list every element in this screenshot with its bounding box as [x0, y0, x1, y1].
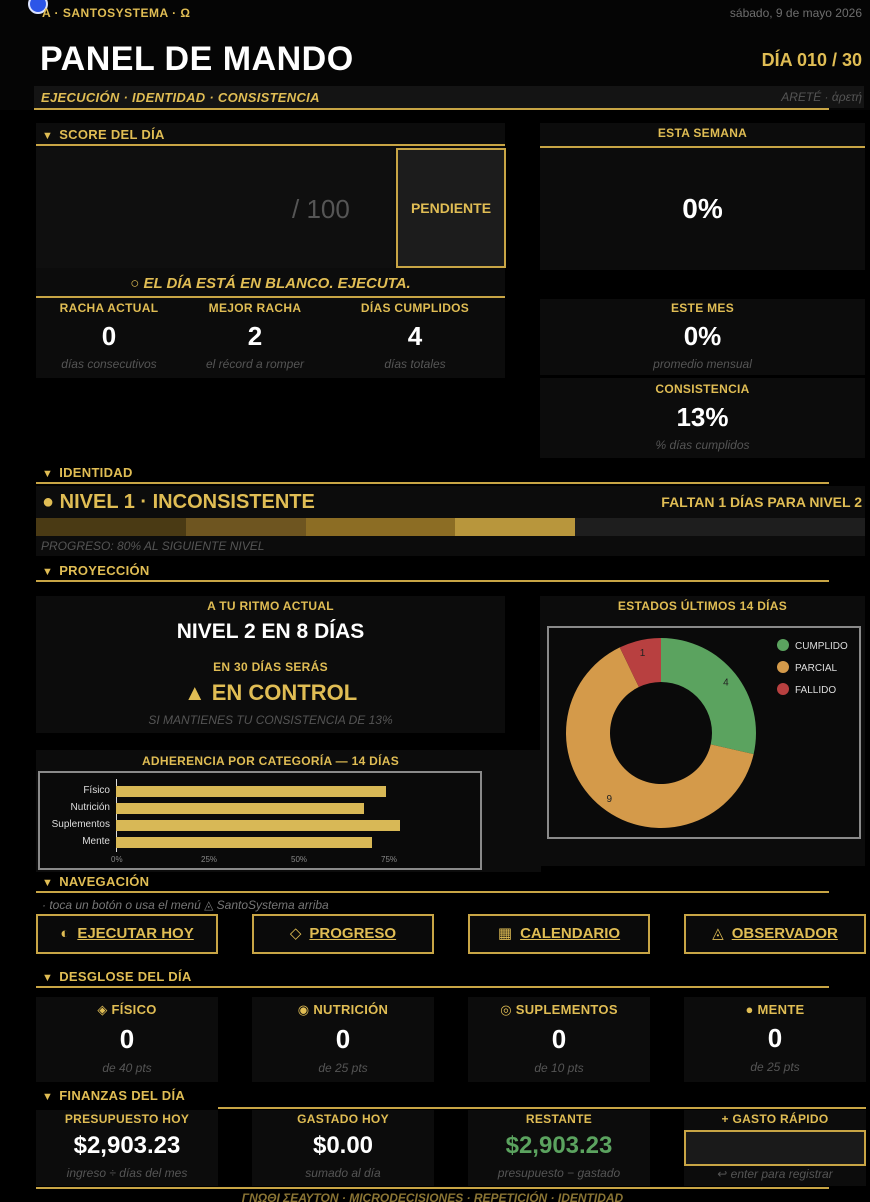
legend-swatch	[777, 683, 789, 695]
page-subtitle: EJECUCIÓN · IDENTIDAD · CONSISTENCIA	[41, 90, 320, 105]
card-value: $0.00	[312, 1132, 374, 1159]
breakdown-card-supplements	[468, 997, 650, 1082]
observer-button[interactable]	[684, 914, 866, 954]
bar-tick-label: 50%	[291, 855, 308, 864]
button-label: EJECUTAR HOY	[77, 925, 194, 942]
brand-menu[interactable]: A · SANTOSYSTEMA · Ω	[42, 6, 191, 20]
states-chart-frame	[547, 626, 861, 839]
stat-label: ESTE MES	[670, 301, 735, 315]
stat-value: 2	[247, 321, 263, 351]
section-divider	[36, 580, 829, 582]
stat-label: CONSISTENCIA	[655, 382, 750, 396]
collapse-triangle-icon: ▼	[42, 1091, 54, 1103]
legend-label: PARCIAL	[795, 663, 838, 674]
stat-sub: días totales	[384, 357, 446, 371]
collapse-triangle-icon: ▼	[42, 566, 54, 578]
card-sub: de 10 pts	[534, 1061, 584, 1075]
mind-icon: ●	[745, 1002, 754, 1017]
diamond-icon: ◇	[289, 925, 302, 942]
adherence-bar	[116, 820, 400, 831]
score-message: ○ EL DÍA ESTÁ EN BLANCO. EJECUTA.	[130, 275, 411, 292]
card-label: PRESUPUESTO HOY	[64, 1112, 190, 1126]
card-value: $2,903.23	[73, 1132, 181, 1159]
current-date: sábado, 9 de mayo 2026	[729, 6, 862, 20]
stat-value: 4	[407, 321, 423, 351]
card-label: + GASTO RÁPIDO	[721, 1112, 829, 1126]
card-sub: sumado al día	[305, 1166, 381, 1180]
collapse-triangle-icon: ▼	[42, 877, 54, 889]
legend-label: FALLIDO	[795, 685, 837, 696]
donut-slice-cumplido	[661, 638, 756, 754]
donut-value-label: 4	[723, 677, 729, 689]
section-finance-header[interactable]	[42, 1088, 185, 1103]
half-circle-icon: ◐	[60, 925, 70, 942]
card-label: NUTRICIÓN	[313, 1002, 389, 1017]
card-label: MENTE	[757, 1002, 805, 1017]
section-title: SCORE DEL DÍA	[59, 127, 165, 142]
stat-label: DÍAS CUMPLIDOS	[360, 301, 470, 315]
score-out-of: / 100	[292, 194, 350, 224]
calendar-icon: ▦	[497, 925, 513, 942]
section-divider	[36, 482, 829, 484]
nutrition-icon: ◉	[297, 1002, 310, 1017]
projection-caption-2: EN 30 DÍAS SERÁS	[213, 660, 328, 674]
button-label: PROGRESO	[309, 925, 397, 942]
stat-value: 0	[101, 321, 117, 351]
footer-motto: ΓΝΩΘΙ ΣΕΑΥΤΟΝ · MICRODECISIONES · REPETICIÓN · IDENTIDAD	[241, 1191, 624, 1202]
week-value: 0%	[682, 193, 723, 224]
page-title: PANEL DE MANDO	[40, 40, 354, 78]
card-value: 0	[551, 1024, 567, 1054]
section-title: IDENTIDAD	[59, 465, 133, 480]
breakdown-card-mind	[684, 997, 866, 1082]
eye-triangle-icon: ◬	[712, 925, 724, 942]
bar-category-label: Físico	[83, 785, 110, 796]
stat-sub: días consecutivos	[61, 357, 157, 371]
breakdown-card-physical	[36, 997, 218, 1082]
score-status-badge: PENDIENTE	[396, 148, 506, 268]
adherence-bar	[116, 803, 364, 814]
states-donut-chart	[549, 628, 859, 837]
section-divider	[36, 986, 829, 988]
calendar-button[interactable]	[468, 914, 650, 954]
projection-caption: A TU RITMO ACTUAL	[207, 599, 334, 613]
header-divider	[34, 108, 829, 110]
stat-sub: % días cumplidos	[655, 438, 750, 452]
stat-sub: promedio mensual	[653, 357, 752, 371]
section-navigation-header[interactable]	[42, 874, 149, 889]
legend-swatch	[777, 661, 789, 673]
donut-value-label: 1	[639, 648, 646, 660]
projection-headline: NIVEL 2 EN 8 DÍAS	[176, 620, 365, 643]
bar-category-label: Suplementos	[51, 819, 110, 830]
adherence-bar	[116, 837, 372, 848]
stat-value: 13%	[676, 402, 729, 432]
physical-icon: ◈	[97, 1002, 108, 1017]
legend-swatch	[777, 639, 789, 651]
section-score-header[interactable]	[42, 127, 165, 142]
projection-note: SI MANTIENES TU CONSISTENCIA DE 13%	[148, 713, 393, 727]
stat-value: 0%	[683, 321, 722, 351]
donut-value-label: 9	[606, 793, 613, 805]
arete-motto: ARETÉ · ἀρετή	[781, 90, 862, 104]
card-label: GASTADO HOY	[297, 1112, 389, 1126]
card-sub: ingreso ÷ días del mes	[66, 1166, 188, 1180]
button-label: CALENDARIO	[520, 925, 621, 942]
bar-category-label: Mente	[82, 836, 110, 847]
identity-remaining: FALTAN 1 DÍAS PARA NIVEL 2	[661, 494, 862, 510]
card-sub: de 40 pts	[102, 1061, 152, 1075]
card-sub: de 25 pts	[318, 1061, 368, 1075]
progress-button[interactable]	[252, 914, 434, 954]
projection-future: ▲ EN CONTROL	[183, 680, 358, 705]
section-title: FINANZAS DEL DÍA	[59, 1088, 186, 1103]
stat-days-completed	[328, 301, 502, 371]
finance-spent-card	[252, 1110, 434, 1186]
month-stat	[540, 301, 865, 371]
section-divider	[36, 891, 829, 893]
stat-sub: el récord a romper	[205, 357, 305, 371]
stat-label: RACHA ACTUAL	[59, 301, 159, 315]
bar-tick-label: 75%	[381, 855, 398, 864]
adherence-bar-chart	[40, 773, 480, 868]
supplements-icon: ◎	[500, 1002, 512, 1017]
quick-expense-input[interactable]	[684, 1130, 866, 1166]
states-chart-title: ESTADOS ÚLTIMOS 14 DÍAS	[617, 599, 788, 613]
section-projection-header[interactable]	[42, 563, 150, 578]
collapse-triangle-icon: ▼	[42, 972, 54, 984]
section-divider	[218, 1107, 866, 1109]
button-label: OBSERVADOR	[731, 925, 838, 942]
card-label: RESTANTE	[525, 1112, 593, 1126]
navigation-hint: · toca un botón o usa el menú ◬ SantoSystema arriba	[42, 898, 329, 912]
stat-best-streak	[182, 301, 328, 371]
card-value: $2,903.23	[505, 1132, 613, 1159]
panel-divider	[540, 146, 865, 148]
bar-category-label: Nutrición	[70, 802, 110, 813]
week-label: ESTA SEMANA	[657, 126, 748, 140]
finance-remaining-card	[468, 1110, 650, 1186]
card-value: 0	[335, 1024, 351, 1054]
breakdown-card-nutrition	[252, 997, 434, 1082]
collapse-triangle-icon: ▼	[42, 468, 54, 480]
adherence-bar	[116, 786, 386, 797]
adherence-chart-title: ADHERENCIA POR CATEGORÍA — 14 DÍAS	[141, 754, 400, 768]
section-breakdown-header[interactable]	[42, 969, 192, 984]
quick-expense-card	[684, 1110, 866, 1186]
section-divider	[36, 296, 505, 298]
legend-label: CUMPLIDO	[795, 641, 848, 652]
bar-tick-label: 0%	[111, 855, 123, 864]
card-label: FÍSICO	[111, 1002, 157, 1017]
section-title: NAVEGACIÓN	[59, 874, 150, 889]
finance-budget-card	[36, 1110, 218, 1186]
section-divider	[36, 144, 505, 146]
footer-divider	[36, 1187, 829, 1189]
level-progress-fill	[36, 518, 575, 536]
card-value: 0	[119, 1024, 135, 1054]
card-sub: presupuesto − gastado	[497, 1166, 621, 1180]
section-identity-header[interactable]	[42, 465, 133, 480]
card-value: 0	[767, 1023, 783, 1053]
collapse-triangle-icon: ▼	[42, 130, 54, 142]
section-title: PROYECCIÓN	[59, 563, 150, 578]
adherence-chart-frame	[38, 771, 482, 870]
identity-level: ● NIVEL 1 · INCONSISTENTE	[42, 491, 315, 513]
level-progress-track	[36, 518, 865, 536]
bar-tick-label: 25%	[201, 855, 218, 864]
progress-text: PROGRESO: 80% AL SIGUIENTE NIVEL	[41, 539, 265, 553]
day-counter: DÍA 010 / 30	[761, 50, 862, 70]
card-sub: ↩ enter para registrar	[717, 1167, 833, 1181]
stat-current-streak	[36, 301, 182, 371]
consistency-stat	[540, 382, 865, 452]
card-label: SUPLEMENTOS	[515, 1002, 618, 1017]
stat-label: MEJOR RACHA	[208, 301, 302, 315]
section-title: DESGLOSE DEL DÍA	[59, 969, 192, 984]
execute-today-button[interactable]	[36, 914, 218, 954]
card-sub: de 25 pts	[750, 1060, 800, 1074]
